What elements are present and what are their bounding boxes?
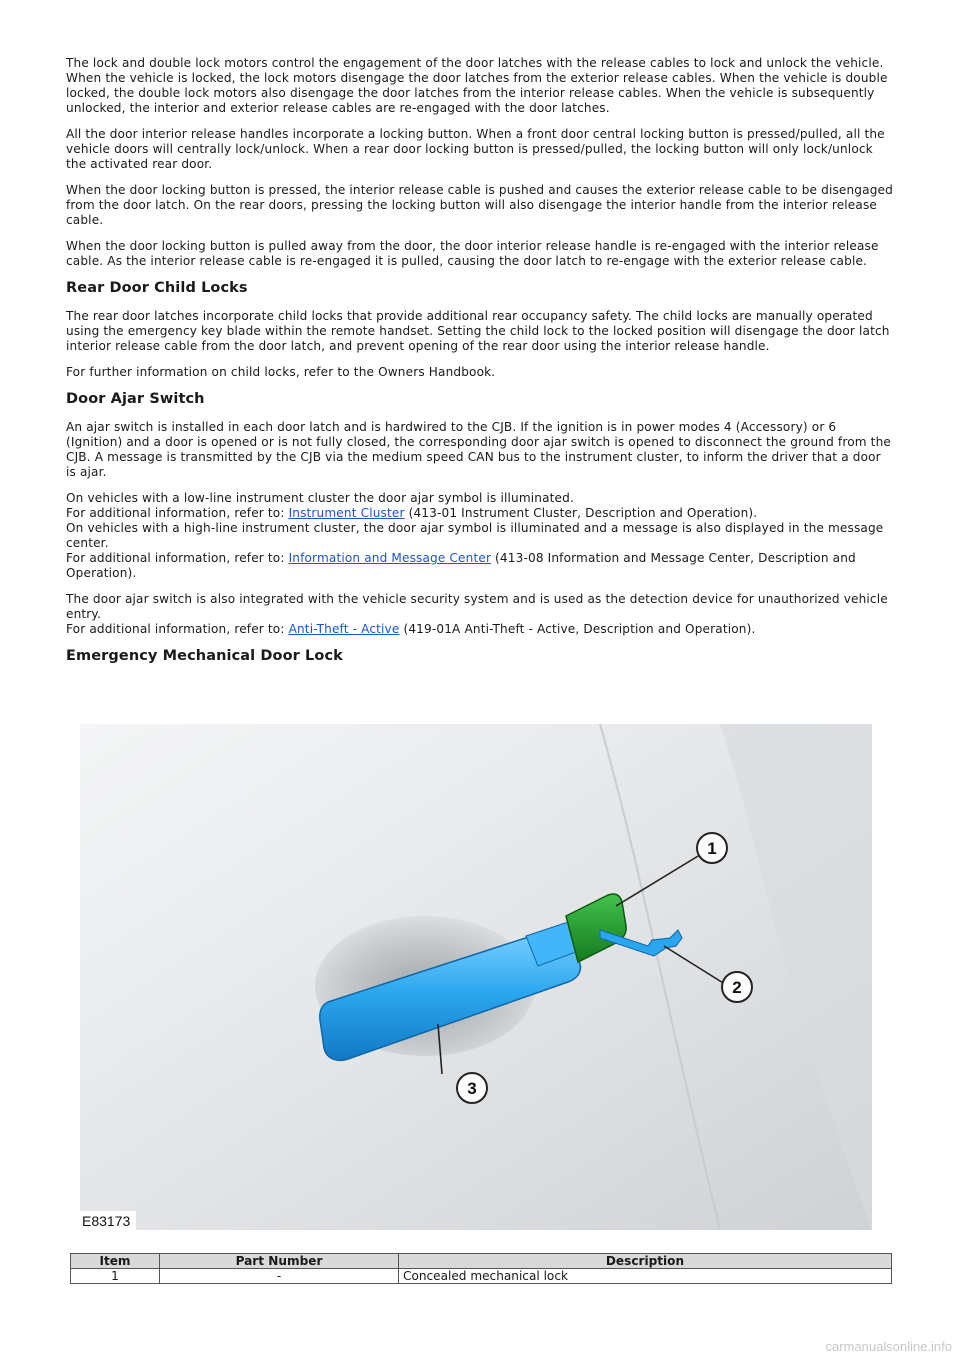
callout-2 [722,972,752,1002]
paragraph-button-pressed: When the door locking button is pressed, the interior release cable is pushed and causes the exterior release cable to be disengaged from the door latch. On the rear doors, pressing the locking button will also disengage the interior handle from the interior release cable. [66,183,893,227]
paragraph-owners-handbook: For further information on child locks, refer to the Owners Handbook. [66,365,496,379]
ref2-suffix: (413-08 Information and Message Center, Description and Operation). [66,551,856,580]
callout-1 [697,833,727,863]
cell-part-number: - [160,1269,399,1284]
link-information-message-center[interactable]: Information and Message Center [288,551,492,565]
parts-table [70,1253,892,1284]
link-anti-theft-active[interactable]: Anti-Theft - Active [288,622,400,636]
ref-prefix: For additional information, refer to: [66,622,289,636]
svg-text:3: 3 [467,1079,477,1098]
header-part-number: Part Number [160,1254,399,1269]
figure-code-label: E83173 [80,1211,136,1230]
ref3-suffix: (419-01A Anti-Theft - Active, Description and Operation). [399,622,756,636]
door-handle-drawing [80,724,872,1230]
paragraph-ajar-switch: An ajar switch is installed in each door latch and is hardwired to the CJB. If the ignition is in power modes 4 (Accessory) or 6 (Ignition) and a door is opened or is not fully closed, the corresponding door ajar switch is opened to disconnect the ground from the CJB. A message is transmitted by the CJB via the medium speed CAN bus to the instrument cluster, to inform the driver that a door is ajar. [66,420,891,479]
table-header-row [71,1254,892,1269]
ref-prefix: For additional information, refer to: [66,551,289,565]
heading-child-locks: Rear Door Child Locks [66,280,248,296]
svg-text:2: 2 [732,978,742,997]
header-item: Item [71,1254,160,1269]
paragraph-child-locks: The rear door latches incorporate child locks that provide additional rear occupancy safety. The child locks are manually operated using the emergency key blade within the remote handset. Setting the child lock to the locked position will disengage the door latch interior release cable from the door latch, and prevent opening of the rear door using the interior release handle. [66,309,890,353]
heading-emergency-door-lock: Emergency Mechanical Door Lock [66,648,343,664]
paragraph-security [66,592,894,637]
heading-door-ajar-switch: Door Ajar Switch [66,391,205,407]
cell-item: 1 [71,1269,160,1284]
high-line-text: On vehicles with a high-line instrument cluster, the door ajar symbol is illuminated and a message is also displayed in the message center. [66,521,884,550]
cell-description: Concealed mechanical lock [399,1269,892,1284]
security-text: The door ajar switch is also integrated with the vehicle security system and is used as the detection device for unauthorized vehicle entry. [66,592,888,621]
table-row [71,1269,892,1284]
svg-text:1: 1 [707,839,717,858]
paragraph-cluster-info [66,491,894,581]
ref1-suffix: (413-01 Instrument Cluster, Description and Operation). [404,506,758,520]
footer-watermark: carmanualsonline.info [825,1339,952,1354]
callout-3 [457,1073,487,1103]
document-body [66,56,894,677]
paragraph-locking-button: All the door interior release handles incorporate a locking button. When a front door central locking button is pressed/pulled, all the vehicle doors will centrally lock/unlock. When a rear door locking button is pressed/pulled, the locking button will only lock/unlock the activated rear door. [66,127,885,171]
header-description: Description [399,1254,892,1269]
ref-prefix: For additional information, refer to: [66,506,289,520]
paragraph-button-pulled: When the door locking button is pulled away from the door, the door interior release handle is re-engaged with the interior release cable. As the interior release cable is re-engaged it is pulled, causing the door latch to re-engage with the exterior release cable. [66,239,879,268]
door-handle-illustration [80,724,872,1230]
link-instrument-cluster[interactable]: Instrument Cluster [288,506,405,520]
low-line-text: On vehicles with a low-line instrument cluster the door ajar symbol is illuminated. [66,491,574,505]
paragraph-lock-motors: The lock and double lock motors control the engagement of the door latches with the release cables to lock and unlock the vehicle. When the vehicle is locked, the lock motors disengage the door latches from the exterior release cables. When the vehicle is double locked, the double lock motors also disengage the door latches from the interior release cables. When the vehicle is subsequently unlocked, the interior and exterior release cables are re-engaged with the door latches. [66,56,888,115]
